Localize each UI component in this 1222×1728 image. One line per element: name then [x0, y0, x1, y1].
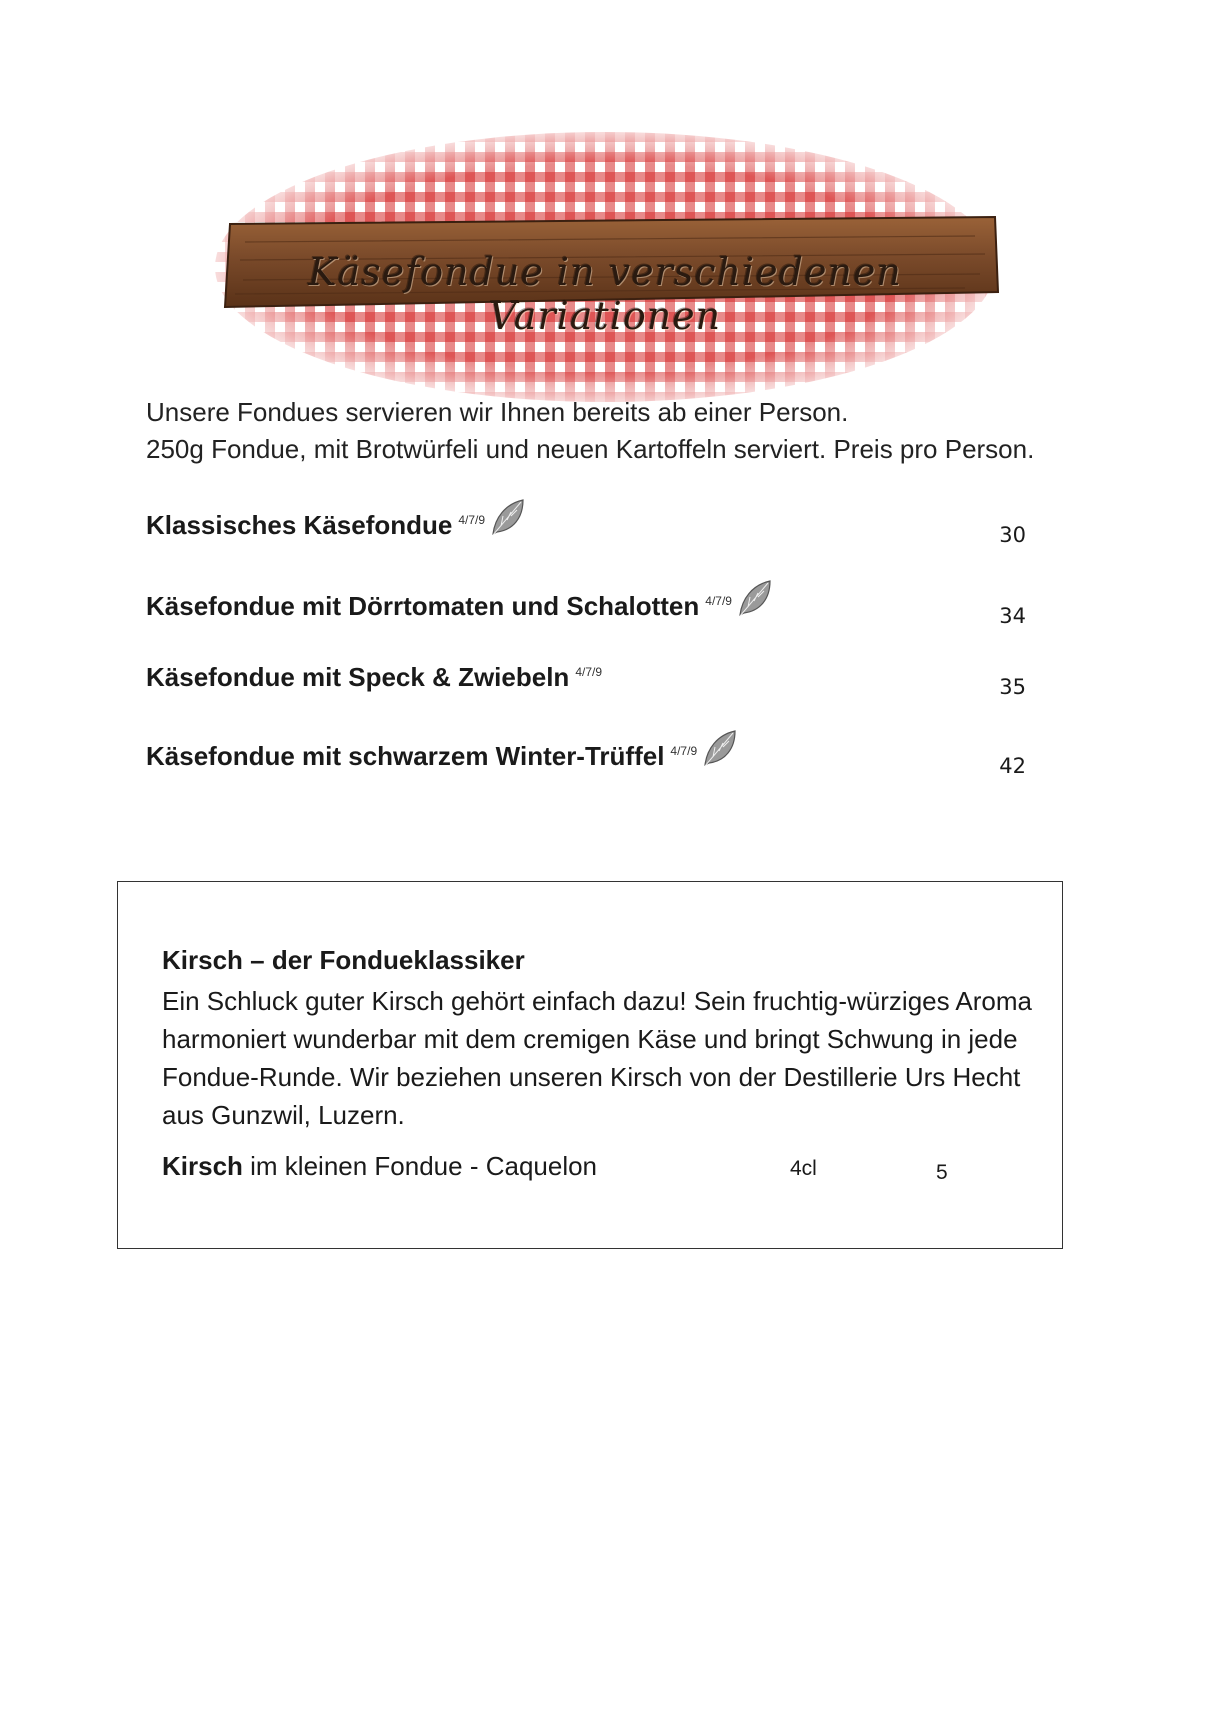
kirsch-offer-bold: Kirsch	[162, 1151, 243, 1181]
menu-item-name: Käsefondue mit Dörrtomaten und Schalotten	[146, 591, 700, 621]
menu-item-name-wrapper	[146, 498, 527, 541]
banner-title: Käsefondue in verschiedenen Variationen	[308, 250, 902, 338]
kirsch-description-line: harmoniert wunderbar mit dem cremigen Käse und bringt Schwung in jede	[162, 1024, 1018, 1054]
leaf-icon	[489, 498, 527, 538]
kirsch-price: 5	[936, 1161, 948, 1184]
menu-item-price: 34	[999, 604, 1026, 628]
allergen-codes: 4/7/9	[670, 744, 698, 758]
kirsch-offer	[162, 1151, 597, 1182]
menu-item	[146, 734, 1026, 780]
menu-item	[146, 584, 1026, 630]
menu-item-price: 30	[999, 523, 1026, 547]
kirsch-quantity: 4cl	[790, 1157, 817, 1180]
menu-item-name-wrapper	[146, 662, 602, 693]
allergen-codes: 4/7/9	[575, 665, 603, 679]
menu-item	[146, 503, 1026, 549]
allergen-codes: 4/7/9	[705, 594, 732, 608]
menu-item-price: 35	[999, 675, 1026, 699]
intro-line: 250g Fondue, mit Brotwürfeli und neuen Kartoffeln serviert. Preis pro Person.	[146, 434, 1035, 464]
intro-line: Unsere Fondues servieren wir Ihnen bereits ab einer Person.	[146, 397, 849, 427]
kirsch-description-line: aus Gunzwil, Luzern.	[162, 1100, 405, 1130]
menu-item-name-wrapper	[146, 729, 739, 772]
menu-item	[146, 655, 1026, 701]
kirsch-description	[162, 982, 1042, 1134]
menu-item-price: 42	[999, 754, 1026, 778]
allergen-codes: 4/7/9	[458, 513, 486, 527]
kirsch-description-line: Fondue-Runde. Wir beziehen unseren Kirsch von der Destillerie Urs Hecht	[162, 1062, 1021, 1092]
menu-item-name: Käsefondue mit Speck & Zwiebeln	[146, 662, 570, 692]
kirsch-title: Kirsch – der Fondueklassiker	[162, 945, 525, 975]
menu-item-name: Käsefondue mit schwarzem Winter-Trüffel	[146, 741, 665, 771]
menu-item-name: Klassisches Käsefondue	[146, 510, 453, 540]
kirsch-offer-rest: im kleinen Fondue - Caquelon	[242, 1151, 598, 1181]
menu-item-name-wrapper	[146, 579, 774, 622]
intro-text	[146, 394, 1034, 468]
kirsch-description-line: Ein Schluck guter Kirsch gehört einfach dazu! Sein fruchtig-würziges Aroma	[162, 986, 1032, 1016]
leaf-icon	[701, 729, 739, 769]
header-banner	[205, 132, 1005, 402]
kirsch-info-box	[117, 881, 1063, 1249]
leaf-icon	[736, 579, 774, 619]
